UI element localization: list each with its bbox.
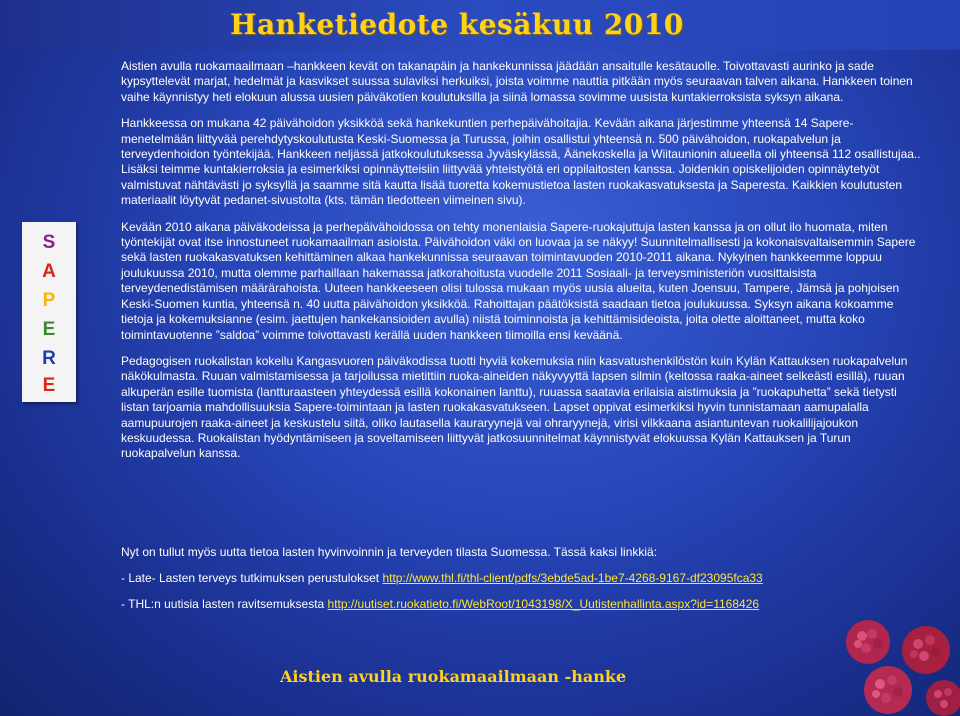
link-item bbox=[121, 596, 921, 612]
raspberry-icon bbox=[864, 666, 912, 714]
paragraph-spring: Kevään 2010 aikana päiväkodeissa ja perhepäivähoidossa on tehty monenlaisia Sapere-ruokajuttuja lasten kanssa ja on ollut ilo huomata, miten työntekijät ovat itse innostuneet ruokamaailman asioista. Päivähoidon väki on luovaa ja se näkyy! Suunnitelmallisesti ja kokonaisvaltaisemmin Sapere sekä lasten ruokakasvatuksen kehittäminen alkaa hankekunnissa seuraavan toimintavuoden 2010-2011 aikana. Nykyinen hankkeemme loppuu joulukuussa 2010, mutta olemme parhaillaan hakemassa jatkorahoitusta vuodelle 2011 Sosiaali- ja terveysministeriön vuosittaisista terveydenedistämisen määrärahoista. Uuteen hankkeeseen olisi tulossa mukaan myös uusia alueita, kuten Joensuu, Tampere, Jämsä ja pohjoisen Keski-Suomen kuntia, yhteensä n. 40 uutta päivähoidon yksikköä. Rahoittajan päätöksistä saadaan tietoa joulukuussa. Syksyn aikana kokoamme tietoja ja kokemuksianne (esim. jaettujen hankekansioiden avulla) niistä toiminnoista ja kehittämisideoista, joita olette aloittaneet, mutta koko toimintavuotenne ”saldoa” voimme toivottavasti kerällä uuden hankkeen tiimoilla ensi keväänä. bbox=[121, 219, 916, 342]
sapere-logo bbox=[22, 222, 76, 402]
link-item bbox=[121, 570, 921, 586]
raspberry-icon bbox=[902, 626, 950, 674]
raspberries-image bbox=[838, 614, 960, 716]
newsletter-body bbox=[121, 59, 921, 473]
logo-letter-e-2: E bbox=[42, 375, 56, 396]
links-section bbox=[121, 544, 921, 622]
link-prefix: - THL:n uutisia lasten ravitsemuksesta bbox=[121, 597, 328, 611]
paragraph-trainings: Hankkeessa on mukana 42 päivähoidon yksikköä sekä hankekuntien perhepäivähoitajia. Kevään aikana järjestimme yhteensä 14 Sapere-menetelmään liittyvää perehdytyskoulutusta Keski-Suomessa ja Turussa, joihin osallistui yhteensä n. 500 päivähoidon, ruokapalvelun ja terveydenhoidon työntekijää. Hankkeen neljässä jatkokoulutuksessa Jyväskylässä, Äänekoskella ja Wiitaunionin alueella oli yhteensä 112 osallistujaa.. Lisäksi teimme kuntakierroksia ja esimerkiksi opinnäytteisiin liittyvää yhteistyötä eri oppilaitosten kanssa. Joidenkin opiskelijoiden opinnäytetyöt valmistuvat nähtävästi jo syksyllä ja saamme sitä kautta lisää tuoretta kokemustietoa lasten ruokakasvatuksesta ja Saperesta. Kaikkien koulutusten materiaalit löytyvät pedanet-sivustolta (kts. tämän tiedotteen viimeinen sivu). bbox=[121, 116, 921, 208]
logo-letter-a: A bbox=[42, 261, 56, 282]
raspberry-icon bbox=[926, 680, 960, 716]
logo-letter-p: P bbox=[42, 290, 56, 311]
raspberry-icon bbox=[846, 620, 890, 664]
logo-letter-r: R bbox=[42, 348, 56, 369]
logo-letter-e: E bbox=[42, 319, 56, 340]
paragraph-intro: Aistien avulla ruokamaailmaan –hankkeen kevät on takanapäin ja hankekunnissa jäädään ansaitulle kesätauolle. Toivottavasti aurinko ja sade kypsyttelevät marjat, hedelmät ja kasvikset suussa sulaviksi herkuiksi, joista voimme nauttia pitkään myös seuraavan talven aikana. Hankkeen toinen vaihe käynnistyy heti elokuun alussa uusien päiväkotien koulutuksilla ja siinä lomassa sovimme uusista kuntakierroksista syksyn aikana. bbox=[121, 59, 913, 104]
paragraph-menu-pilot: Pedagogisen ruokalistan kokeilu Kangasvuoren päiväkodissa tuotti hyviä kokemuksia niin kasvatushenkilöstön kuin Kylän Kattauksen ruokapalvelun näkökulmasta. Ruuan valmistamisessa ja tarjoilussa mietittiin ruoka-aineiden näkyvyyttä lapsen silmin (keitossa raaka-aineet selkeästi esillä), ruuan alkuperän esille tuomista (lantturaasteen yhteydessä esillä kokonainen lanttu), ruuassa saatavia erilaisia aistimuksia ja ”ruokapuhetta” sekä tietysti listan tarjoamia mahdollisuuksia Sapere-toimintaan ja lasten ruokakasvatukseen. Lapset oppivat esimerkiksi hyvin tunnistamaan aamupalalla aamupuurojen raaka-aineet ja keskustelu siitä, oliko lautasella kauraryynejä vai ohraryynejä, virisi vilkkaana asiantuntevan ruokalilijajoukon keskuudessa. Ruokalistan hyödyntämiseen ja soveltamiseen liittyvät jatkosuunnitelmat käynnistyvät elokuussa Kylän Kattauksen ja Turun ruokapalvelun kanssa. bbox=[121, 353, 908, 461]
logo-letter-s: S bbox=[42, 232, 56, 253]
late-study-link[interactable]: http://www.thl.fi/thl-client/pdfs/3ebde5ad-1be7-4268-9167-df23095fca33 bbox=[382, 571, 763, 585]
thl-news-link[interactable]: http://uutiset.ruokatieto.fi/WebRoot/1043198/X_Uutistenhallinta.aspx?id=1168426 bbox=[327, 597, 760, 611]
links-intro: Nyt on tullut myös uutta tietoa lasten hyvinvoinnin ja terveyden tilasta Suomessa. Tässä kaksi linkkiä: bbox=[121, 545, 658, 559]
link-prefix: - Late- Lasten terveys tutkimuksen perustulokset bbox=[121, 571, 383, 585]
footer-title: Aistien avulla ruokamaailmaan -hanke bbox=[280, 667, 627, 686]
page-title: Hanketiedote kesäkuu 2010 bbox=[230, 8, 684, 41]
